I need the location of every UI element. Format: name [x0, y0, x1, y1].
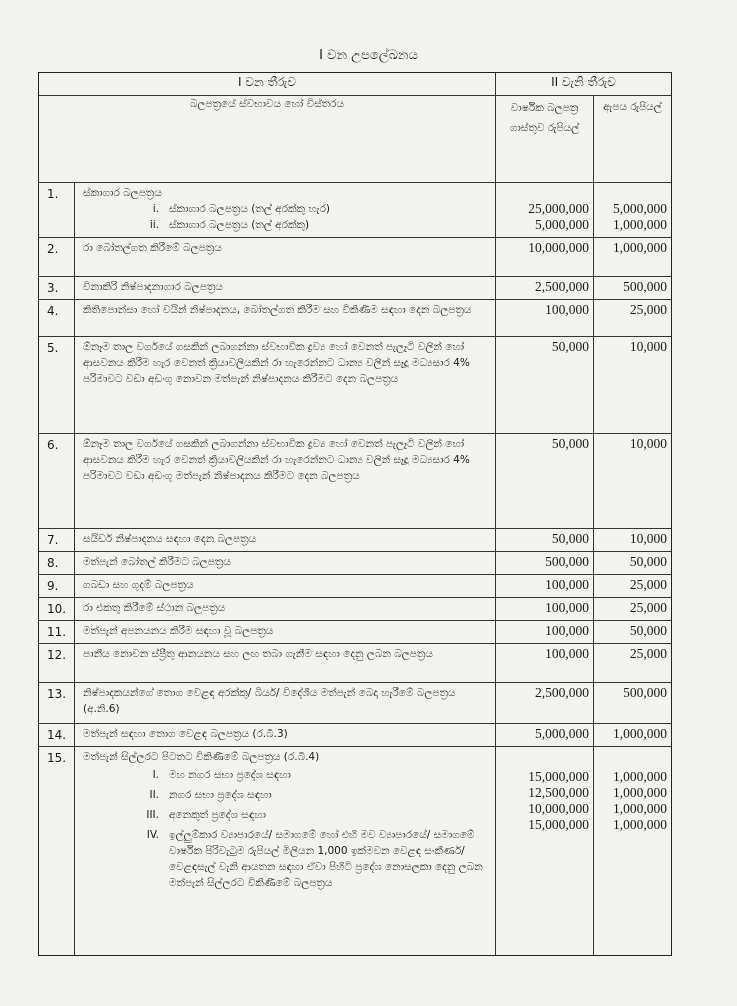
annual-fee-cell: 500,000 [496, 552, 594, 574]
annual-fee-cell: 5,000,000 [496, 724, 594, 746]
table-row [39, 434, 671, 529]
table-header-columns [39, 73, 671, 96]
table-row [39, 644, 671, 683]
deposit-cell: 10,000 [629, 436, 667, 451]
table-row [39, 183, 671, 238]
table-row [39, 683, 671, 724]
table-row [39, 575, 671, 598]
table-row [39, 747, 671, 955]
deposit-cell: 25,000 [629, 577, 667, 592]
deposit-cell: 1,000,000 1,000,000 1,000,000 1,000,000 [613, 769, 667, 832]
row-description: මත්පැන් අපනයනය කිරීම සඳහා වූ බලපත්‍රය [75, 621, 496, 643]
row-number: 9. [39, 575, 75, 597]
annual-fee-header: වාර්ෂික බලපත්‍ර ගාස්තුව රුපියල් [496, 96, 594, 182]
row-number: 8. [39, 552, 75, 574]
table-row [39, 598, 671, 621]
deposit-cell: 500,000 [623, 685, 667, 700]
table-row [39, 238, 671, 277]
annual-fee-cell: 15,000,000 12,500,000 10,000,000 15,000,000 [496, 747, 594, 955]
deposit-cell: 50,000 [629, 554, 667, 569]
deposit-cell: 1,000,000 [613, 726, 667, 741]
row-number: 10. [39, 598, 75, 620]
row-number: 3. [39, 277, 75, 299]
deposit-cell: 5,000,000 1,000,000 [613, 201, 667, 232]
row-description: නිෂ්පාදකයන්ගේ තොග වෙළඳ අරක්කු/ බියර්/ විදේශීය මත්පැන් බෙදා හැරීමේ බලපත්‍රය (අ.නි.6) [75, 683, 496, 723]
row-number: 11. [39, 621, 75, 643]
table-row [39, 277, 671, 300]
row-description: විනාකිරි නිෂ්පාදනාගාර බලපත්‍රය [75, 277, 496, 299]
annual-fee-cell: 25,000,000 5,000,000 [496, 183, 594, 237]
row-description: පානීය නොවන ස්ප්‍රීතු ආනයනය සහ ලඟ තබා ගැනීම සඳහා දෙනු ලබන බලපත්‍රය [75, 644, 496, 682]
row-description: ඕනෑම තාල වර්ගයේ ගසකින් ලබාගන්නා ස්වභාවික ද්‍රව්‍ය හෝ වෙනත් පැලෑටි වලින් හෝ ආසවනය කිරීම හැර වෙනත් ක්‍රියාවලියකින් රා හැරෙන්නට ධාන්‍ය වලින් සෑදූ මධ්‍යසාර 4% පරිමාවට වඩා අඩංගු මත්පැන් නිෂ්පාදනය කිරීමට දෙන බලපත්‍රය [75, 434, 496, 528]
row-description: මත්පැන් සිල්ලරට පිටතට විකිණීමේ බලපත්‍රය (ර.බී.4) I. මහ නගර සභා ප්‍රදේශ සඳහා II. නගර සභා ප්‍රදේශ සඳහා III. අනෙකුත් ප්‍රදේශ සඳහා IV. ඉල්ලුම්කාර ව්‍යාපාරයේ/ සමාගමේ හෝ එහි මව ව්‍යාපාරයේ/ සමාගමේ වාර්ෂික පිරිවැටුම රුපියල් මිලියන 1,000 ඉක්මවන වෙළඳ සංකීර්ණ/ වෙළඳසැල් වැනි ආයතන සඳහා ඒවා පිහිටි ප්‍රදේශ නොසලකා දෙනු ලබන මත්පැන් සිල්ලරට විකිණීමේ බලපත්‍රය [75, 747, 496, 955]
deposit-cell: 25,000 [629, 600, 667, 615]
annual-fee-cell: 2,500,000 [496, 277, 594, 299]
row-description: සයිඩර් නිෂ්පාදනය සඳහා දෙන බලපත්‍රය [75, 529, 496, 551]
row-description: කිතිපොන්සා හෝ වයින් නිෂ්පාදනය, බෝතල්ගත කිරීම සහ විකිණීම සඳහා දෙන බලපත්‍රය [75, 300, 496, 336]
row-description: ගබඩා සහ ගුදම් බලපත්‍රය [75, 575, 496, 597]
annual-fee-cell: 100,000 [496, 621, 594, 643]
annual-fee-cell: 100,000 [496, 575, 594, 597]
description-header: බලපත්‍රයේ ස්වභාවය හෝ විස්තරය [39, 96, 496, 182]
deposit-cell: 10,000 [629, 531, 667, 546]
row-description: රා බෝතල්ගත කිරීමේ බලපත්‍රය [75, 238, 496, 276]
annual-fee-cell: 50,000 [496, 529, 594, 551]
row-number: 5. [39, 337, 75, 433]
row-number: 7. [39, 529, 75, 551]
deposit-header: ඇපය රුපියල් [603, 101, 662, 113]
annual-fee-cell: 100,000 [496, 598, 594, 620]
row-description: රා එකතු කිරීමේ ස්ථාන බලපත්‍රය [75, 598, 496, 620]
column-2-header: II වැනි තීරුව [551, 75, 616, 89]
annual-fee-cell: 50,000 [496, 434, 594, 528]
deposit-cell: 1,000,000 [613, 240, 667, 255]
row-description: මත්පැන් බෝතල් කිරීමට බලපත්‍රය [75, 552, 496, 574]
table-row [39, 724, 671, 747]
row-description: ස්කාගාර බලපත්‍රය i. ස්කාගාර බලපත්‍රය (තල් අරක්කු හැර) ii. ස්කාගාර බලපත්‍රය (තල් අරක්කු) [75, 183, 496, 237]
table-header-fields [39, 96, 671, 183]
row-number: 15. [39, 747, 75, 955]
row-description: ඕනෑම තාල වර්ගයේ ගසකින් ලබාගන්නා ස්වභාවික ද්‍රව්‍ය හෝ වෙනත් පැලෑටි වලින් හෝ ආසවනය කිරීම හැර වෙනත් ක්‍රියාවලියකින් රා හැරෙන්නට ධාන්‍ය වලින් සෑදූ මධ්‍යසාර 4% පරිමාවට වඩා අඩංගු නොවන මත්පැන් නිෂ්පාදනය කිරීමට දෙන බලපත්‍රය [75, 337, 496, 433]
deposit-cell: 10,000 [629, 339, 667, 354]
table-row [39, 621, 671, 644]
annual-fee-cell: 10,000,000 [496, 238, 594, 276]
annual-fee-cell: 2,500,000 [496, 683, 594, 723]
row-number: 1. [39, 183, 75, 237]
annual-fee-cell: 50,000 [496, 337, 594, 433]
deposit-cell: 500,000 [623, 279, 667, 294]
page-title: I වන උපලේඛනය [319, 48, 418, 63]
row-number: 14. [39, 724, 75, 746]
license-fee-table [38, 72, 672, 956]
row-number: 12. [39, 644, 75, 682]
annual-fee-cell: 100,000 [496, 644, 594, 682]
row-number: 2. [39, 238, 75, 276]
row-number: 13. [39, 683, 75, 723]
table-row [39, 337, 671, 434]
deposit-cell: 50,000 [629, 623, 667, 638]
column-1-header: I වන තීරුව [39, 73, 496, 95]
row-number: 4. [39, 300, 75, 336]
deposit-cell: 25,000 [629, 302, 667, 317]
row-description: මත්පැන් සඳහා තොග වෙළඳ බලපත්‍රය (ර.බී.3) [75, 724, 496, 746]
table-row [39, 300, 671, 337]
table-row [39, 529, 671, 552]
deposit-cell: 25,000 [629, 646, 667, 661]
annual-fee-cell: 100,000 [496, 300, 594, 336]
row-number: 6. [39, 434, 75, 528]
table-row [39, 552, 671, 575]
